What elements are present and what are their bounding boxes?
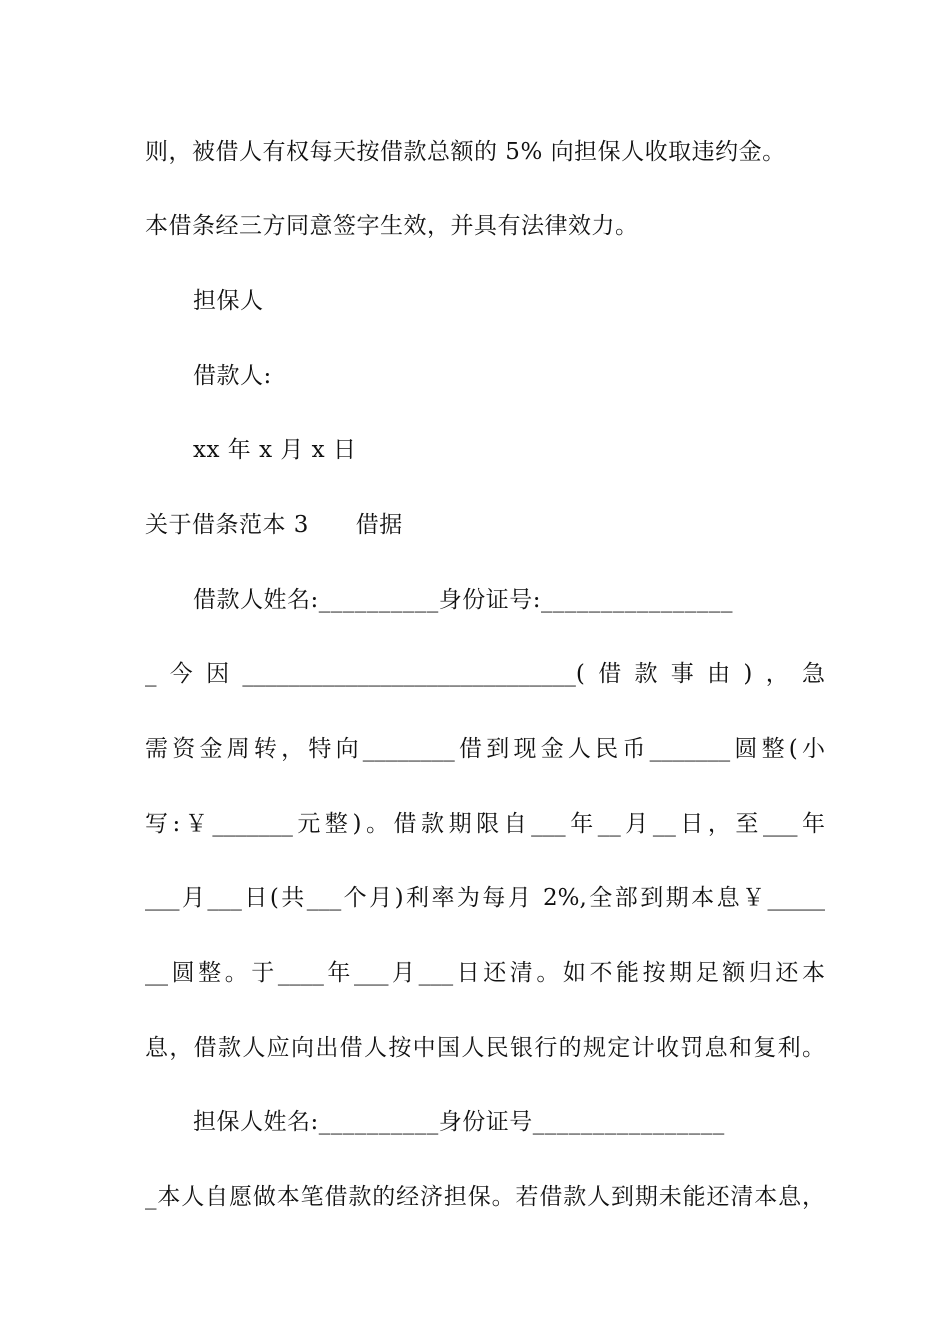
guarantor-info-line: 担保人姓名:__________身份证号________________ xyxy=(193,1109,725,1135)
signature-date: xx 年 x 月 x 日 xyxy=(193,437,357,463)
signature-borrower: 借款人: xyxy=(193,363,272,389)
period-line: 写:￥_______元整)。借款期限自___年__月__日，至___年 xyxy=(145,811,825,837)
paragraph-line-validity: 本借条经三方同意签字生效，并具有法律效力。 xyxy=(145,213,639,239)
guarantee-statement-line: _本人自愿做本笔借款的经济担保。若借款人到期未能还清本息， xyxy=(145,1184,825,1210)
penalty-interest-line: 息，借款人应向出借人按中国人民银行的规定计收罚息和复利。 xyxy=(145,1035,825,1061)
reason-line: _今因_____________________________(借款事由)，急 xyxy=(145,661,825,687)
borrower-info-line: 借款人姓名:__________身份证号:________________ xyxy=(193,587,733,613)
repayment-line: __圆整。于____年___月___日还清。如不能按期足额归还本 xyxy=(145,960,825,986)
section-heading: 关于借条范本 3 借据 xyxy=(145,512,403,538)
amount-line: 需资金周转，特向________借到现金人民币_______圆整(小 xyxy=(145,736,825,762)
interest-line: ___月___日(共___个月)利率为每月 2%,全部到期本息￥_____ xyxy=(145,885,825,911)
signature-guarantor: 担保人 xyxy=(193,288,264,314)
paragraph-line-penalty: 则，被借人有权每天按借款总额的 5% 向担保人收取违约金。 xyxy=(145,139,786,165)
